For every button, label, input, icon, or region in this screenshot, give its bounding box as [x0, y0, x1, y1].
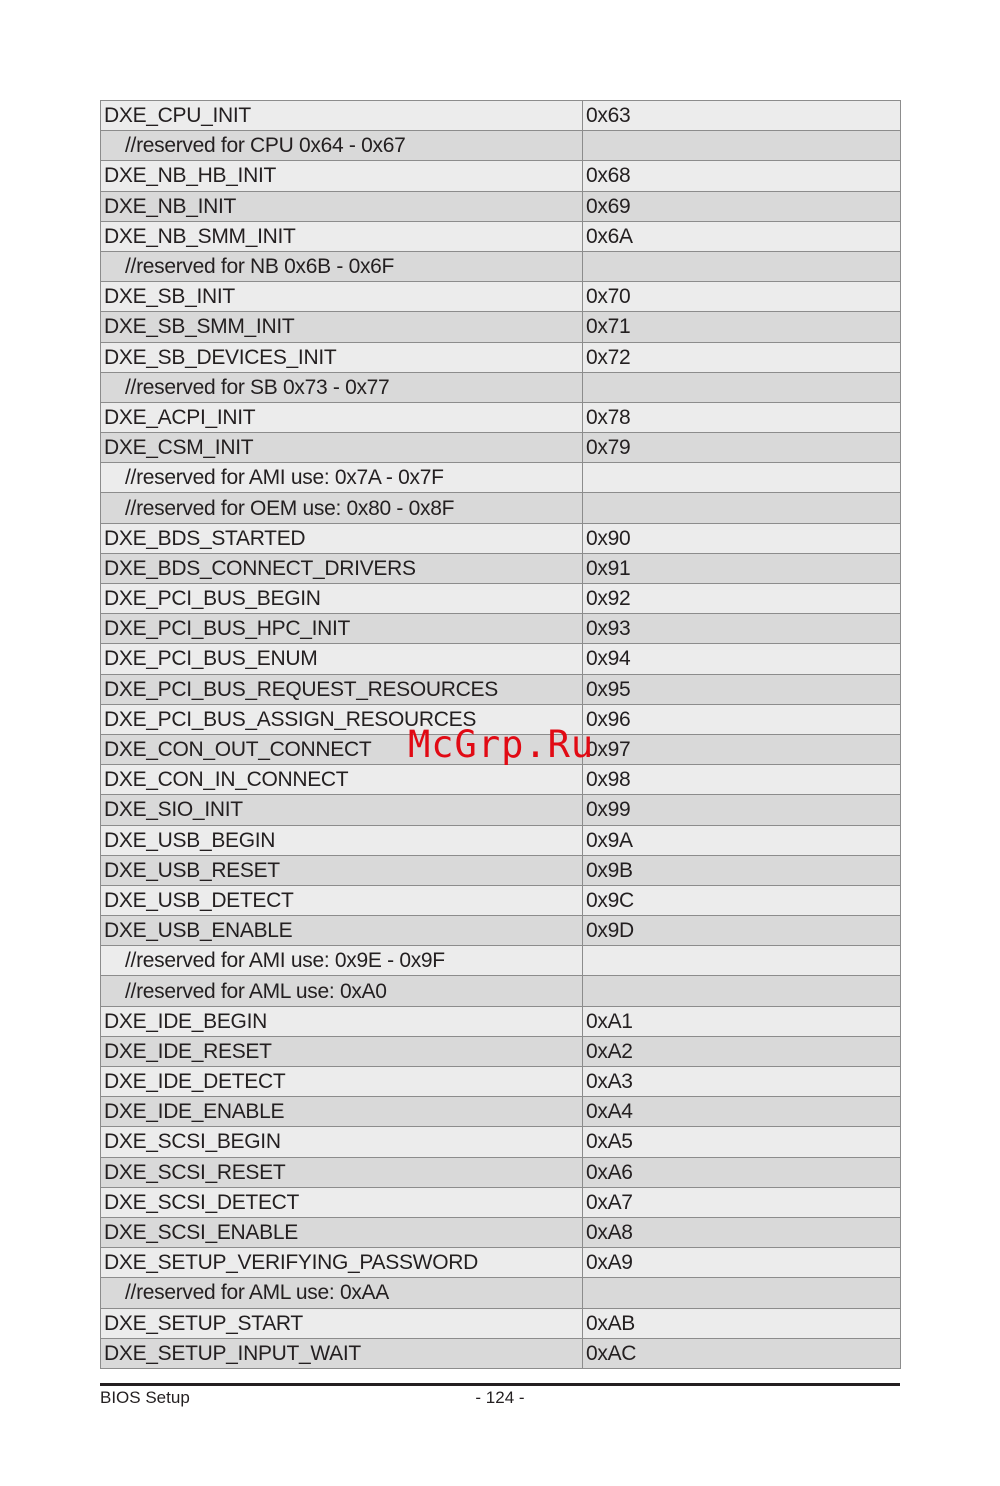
- checkpoint-name: DXE_NB_HB_INIT: [101, 161, 583, 191]
- checkpoint-code: 0x97: [583, 734, 901, 764]
- checkpoint-code: [583, 251, 901, 281]
- checkpoint-name: DXE_IDE_DETECT: [101, 1067, 583, 1097]
- checkpoint-name: DXE_BDS_CONNECT_DRIVERS: [101, 553, 583, 583]
- table-row: [101, 191, 901, 221]
- checkpoint-code: 0x94: [583, 644, 901, 674]
- table-row: [101, 614, 901, 644]
- checkpoint-code: 0xA1: [583, 1006, 901, 1036]
- table-row: [101, 161, 901, 191]
- reserved-range-note: //reserved for CPU 0x64 - 0x67: [101, 131, 583, 161]
- checkpoint-name: DXE_SCSI_BEGIN: [101, 1127, 583, 1157]
- checkpoint-name: DXE_PCI_BUS_REQUEST_RESOURCES: [101, 674, 583, 704]
- table-row: [101, 674, 901, 704]
- checkpoint-code: 0x92: [583, 584, 901, 614]
- reserved-range-note: //reserved for AML use: 0xA0: [101, 976, 583, 1006]
- table-row: [101, 221, 901, 251]
- checkpoint-code: 0xAC: [583, 1338, 901, 1368]
- table-row: [101, 402, 901, 432]
- checkpoint-code: 0x71: [583, 312, 901, 342]
- checkpoint-code: 0xA5: [583, 1127, 901, 1157]
- checkpoint-code: [583, 1278, 901, 1308]
- table-row: [101, 342, 901, 372]
- table-row: [101, 855, 901, 885]
- checkpoint-name: DXE_CPU_INIT: [101, 101, 583, 131]
- checkpoint-code: 0xA9: [583, 1248, 901, 1278]
- table-row: [101, 946, 901, 976]
- checkpoint-code: 0x90: [583, 523, 901, 553]
- checkpoint-code: 0x98: [583, 765, 901, 795]
- reserved-range-note: //reserved for AMI use: 0x9E - 0x9F: [101, 946, 583, 976]
- checkpoint-name: DXE_IDE_BEGIN: [101, 1006, 583, 1036]
- checkpoint-name: DXE_USB_ENABLE: [101, 916, 583, 946]
- checkpoint-code: 0xA2: [583, 1036, 901, 1066]
- table-row: [101, 976, 901, 1006]
- checkpoint-code: 0xA3: [583, 1067, 901, 1097]
- checkpoint-code: [583, 131, 901, 161]
- table-row: [101, 1308, 901, 1338]
- table-row: [101, 765, 901, 795]
- checkpoint-code: 0x63: [583, 101, 901, 131]
- table-row: [101, 1006, 901, 1036]
- checkpoint-code: 0x9A: [583, 825, 901, 855]
- checkpoint-name: DXE_NB_SMM_INIT: [101, 221, 583, 251]
- table-row: [101, 1278, 901, 1308]
- checkpoint-code: 0x9D: [583, 916, 901, 946]
- checkpoint-name: DXE_SCSI_RESET: [101, 1157, 583, 1187]
- checkpoint-name: DXE_IDE_ENABLE: [101, 1097, 583, 1127]
- table-row: [101, 282, 901, 312]
- checkpoint-name: DXE_SB_SMM_INIT: [101, 312, 583, 342]
- checkpoint-code: 0xAB: [583, 1308, 901, 1338]
- checkpoint-code: 0x70: [583, 282, 901, 312]
- table-row: [101, 1097, 901, 1127]
- checkpoint-code: [583, 372, 901, 402]
- table-row: [101, 523, 901, 553]
- table-row: [101, 1067, 901, 1097]
- checkpoint-name: DXE_PCI_BUS_HPC_INIT: [101, 614, 583, 644]
- table-row: [101, 553, 901, 583]
- checkpoint-name: DXE_PCI_BUS_BEGIN: [101, 584, 583, 614]
- checkpoint-name: DXE_SETUP_VERIFYING_PASSWORD: [101, 1248, 583, 1278]
- checkpoint-name: DXE_SB_INIT: [101, 282, 583, 312]
- table-row: [101, 795, 901, 825]
- checkpoint-name: DXE_USB_DETECT: [101, 885, 583, 915]
- checkpoint-name: DXE_SIO_INIT: [101, 795, 583, 825]
- reserved-range-note: //reserved for SB 0x73 - 0x77: [101, 372, 583, 402]
- table-row: [101, 1248, 901, 1278]
- table-row: [101, 885, 901, 915]
- checkpoint-code: 0xA7: [583, 1187, 901, 1217]
- checkpoint-code: 0x9B: [583, 855, 901, 885]
- reserved-range-note: //reserved for AML use: 0xAA: [101, 1278, 583, 1308]
- table-row: [101, 584, 901, 614]
- table-row: [101, 1338, 901, 1368]
- checkpoint-code: 0xA4: [583, 1097, 901, 1127]
- reserved-range-note: //reserved for OEM use: 0x80 - 0x8F: [101, 493, 583, 523]
- checkpoint-name: DXE_CON_IN_CONNECT: [101, 765, 583, 795]
- checkpoint-code: 0x93: [583, 614, 901, 644]
- checkpoint-code: [583, 463, 901, 493]
- footer-section-title: BIOS Setup: [100, 1388, 190, 1407]
- table-row: [101, 1187, 901, 1217]
- checkpoint-code: 0x91: [583, 553, 901, 583]
- checkpoint-name: DXE_SB_DEVICES_INIT: [101, 342, 583, 372]
- checkpoint-code: 0x99: [583, 795, 901, 825]
- table-row: [101, 1217, 901, 1247]
- checkpoint-code: 0xA6: [583, 1157, 901, 1187]
- checkpoint-name: DXE_USB_RESET: [101, 855, 583, 885]
- checkpoint-code: [583, 493, 901, 523]
- reserved-range-note: //reserved for AMI use: 0x7A - 0x7F: [101, 463, 583, 493]
- table-row: [101, 131, 901, 161]
- checkpoint-name: DXE_IDE_RESET: [101, 1036, 583, 1066]
- checkpoint-name: DXE_BDS_STARTED: [101, 523, 583, 553]
- checkpoint-name: DXE_CSM_INIT: [101, 433, 583, 463]
- checkpoint-code: 0x9C: [583, 885, 901, 915]
- checkpoint-code: 0x95: [583, 674, 901, 704]
- checkpoint-code: 0x69: [583, 191, 901, 221]
- table-row: [101, 916, 901, 946]
- checkpoint-name: DXE_NB_INIT: [101, 191, 583, 221]
- checkpoint-name: DXE_PCI_BUS_ASSIGN_RESOURCES: [101, 704, 583, 734]
- table-row: [101, 251, 901, 281]
- checkpoint-name: DXE_PCI_BUS_ENUM: [101, 644, 583, 674]
- checkpoint-name: DXE_SCSI_DETECT: [101, 1187, 583, 1217]
- table-row: [101, 433, 901, 463]
- checkpoint-name: DXE_SETUP_START: [101, 1308, 583, 1338]
- table-row: [101, 493, 901, 523]
- checkpoint-code: 0x96: [583, 704, 901, 734]
- table-row: [101, 825, 901, 855]
- checkpoint-code: 0x68: [583, 161, 901, 191]
- table-row: [101, 1157, 901, 1187]
- reserved-range-note: //reserved for NB 0x6B - 0x6F: [101, 251, 583, 281]
- checkpoint-code: [583, 946, 901, 976]
- table-row: [101, 1036, 901, 1066]
- checkpoint-name: DXE_ACPI_INIT: [101, 402, 583, 432]
- table-row: [101, 372, 901, 402]
- table-row: [101, 312, 901, 342]
- checkpoint-name: DXE_SCSI_ENABLE: [101, 1217, 583, 1247]
- checkpoint-code: 0x72: [583, 342, 901, 372]
- table-row: [101, 644, 901, 674]
- checkpoint-name: DXE_SETUP_INPUT_WAIT: [101, 1338, 583, 1368]
- footer-rule: [100, 1383, 900, 1386]
- watermark-logo: McGrp.Ru: [408, 723, 595, 766]
- checkpoint-code: 0xA8: [583, 1217, 901, 1247]
- checkpoint-name: DXE_CON_OUT_CONNECT: [101, 734, 583, 764]
- table-row: [101, 1127, 901, 1157]
- checkpoint-code: 0x6A: [583, 221, 901, 251]
- checkpoint-code: 0x78: [583, 402, 901, 432]
- table-row: [101, 463, 901, 493]
- table-row: [101, 101, 901, 131]
- checkpoint-name: DXE_USB_BEGIN: [101, 825, 583, 855]
- page-number: - 124 -: [475, 1388, 525, 1407]
- checkpoint-code: [583, 976, 901, 1006]
- checkpoint-code: 0x79: [583, 433, 901, 463]
